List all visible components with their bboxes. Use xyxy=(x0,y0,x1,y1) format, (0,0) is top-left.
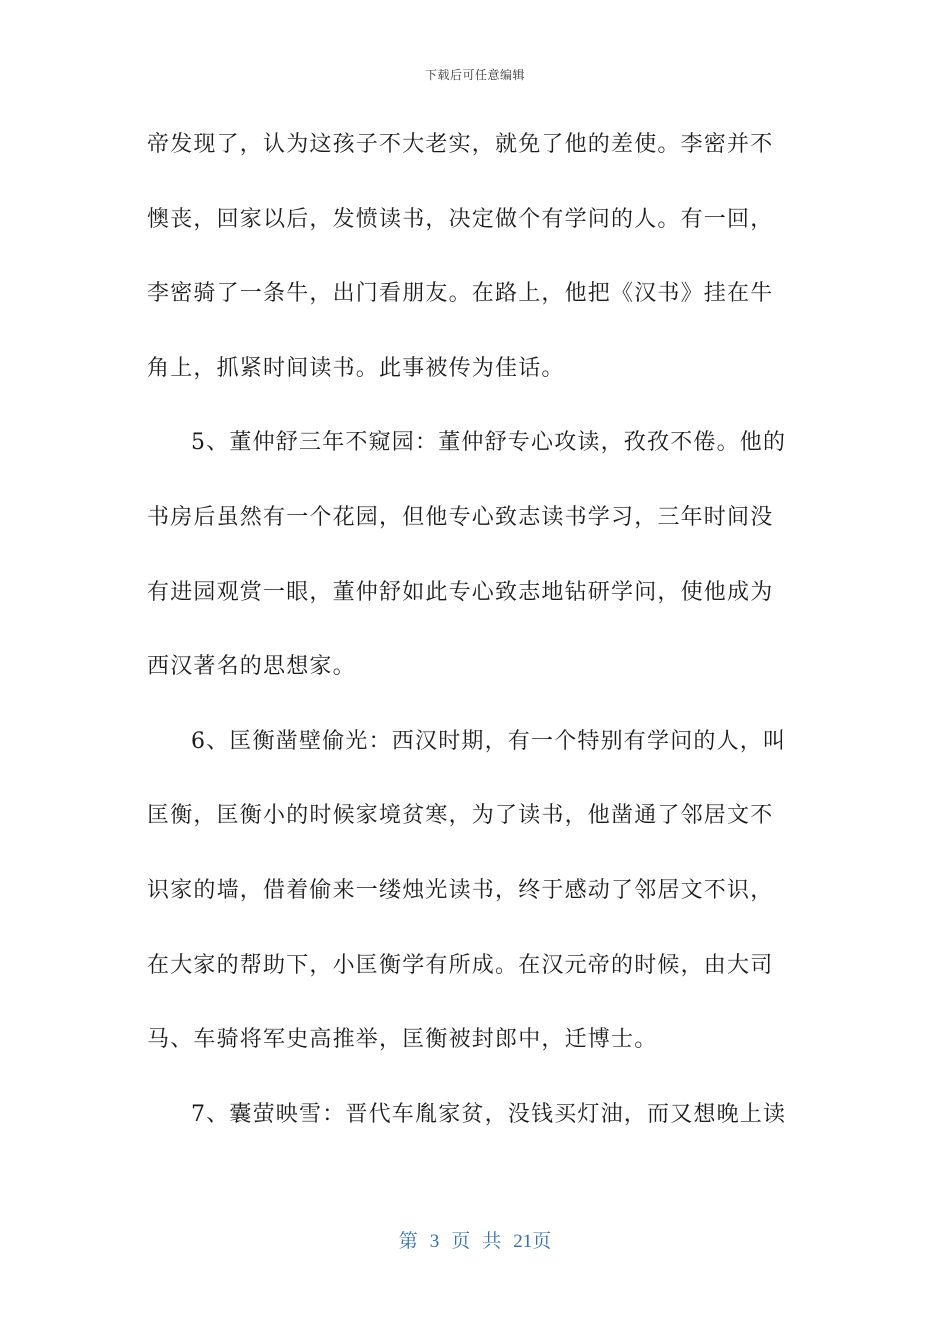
header-note: 下载后可任意编辑 xyxy=(424,68,525,82)
text-line: 西汉著名的思想家。 xyxy=(147,654,356,680)
footer-total-pages: 21页 xyxy=(513,1231,552,1252)
text-line: 李密骑了一条牛，出门看朋友。在路上，他把《汉书》挂在牛 xyxy=(147,281,774,307)
paragraph-start-line: 5、董仲舒三年不窥园：董仲舒专心攻读，孜孜不倦。他的 xyxy=(191,430,787,456)
text-line: 有进园观赏一眼，董仲舒如此专心致志地钻研学问，使他成为 xyxy=(147,579,774,605)
text-line: 马、车骑将军史高推举，匡衡被封郎中，迁博士。 xyxy=(147,1027,658,1053)
text-line: 懊丧，回家以后，发愤读书，决定做个有学问的人。有一回， xyxy=(147,206,774,232)
paragraph-start-line: 7、囊萤映雪：晋代车胤家贫，没钱买灯油，而又想晚上读 xyxy=(191,1101,787,1127)
text-line: 角上，抓紧时间读书。此事被传为佳话。 xyxy=(147,355,565,381)
text-line: 匡衡，匡衡小的时候家境贫寒，为了读书，他凿通了邻居文不 xyxy=(147,803,774,829)
text-line: 识家的墙，借着偷来一缕烛光读书，终于感动了邻居文不识， xyxy=(147,877,774,903)
footer-page-number: 3 xyxy=(429,1231,440,1252)
document-body xyxy=(147,125,803,1169)
footer-word-di: 第 xyxy=(398,1231,418,1252)
paragraph-start-line: 6、匡衡凿壁偷光：西汉时期，有一个特别有学问的人，叫 xyxy=(191,728,787,754)
footer-word-ye: 页 xyxy=(451,1231,471,1252)
text-line: 帝发现了，认为这孩子不大老实，就免了他的差使。李密并不 xyxy=(147,132,774,157)
footer-word-gong: 共 xyxy=(482,1231,502,1252)
text-line: 书房后虽然有一个花园，但他专心致志读书学习，三年时间没 xyxy=(147,504,774,530)
text-line: 在大家的帮助下，小匡衡学有所成。在汉元帝的时候，由大司 xyxy=(147,952,774,978)
page-footer xyxy=(0,1226,950,1253)
